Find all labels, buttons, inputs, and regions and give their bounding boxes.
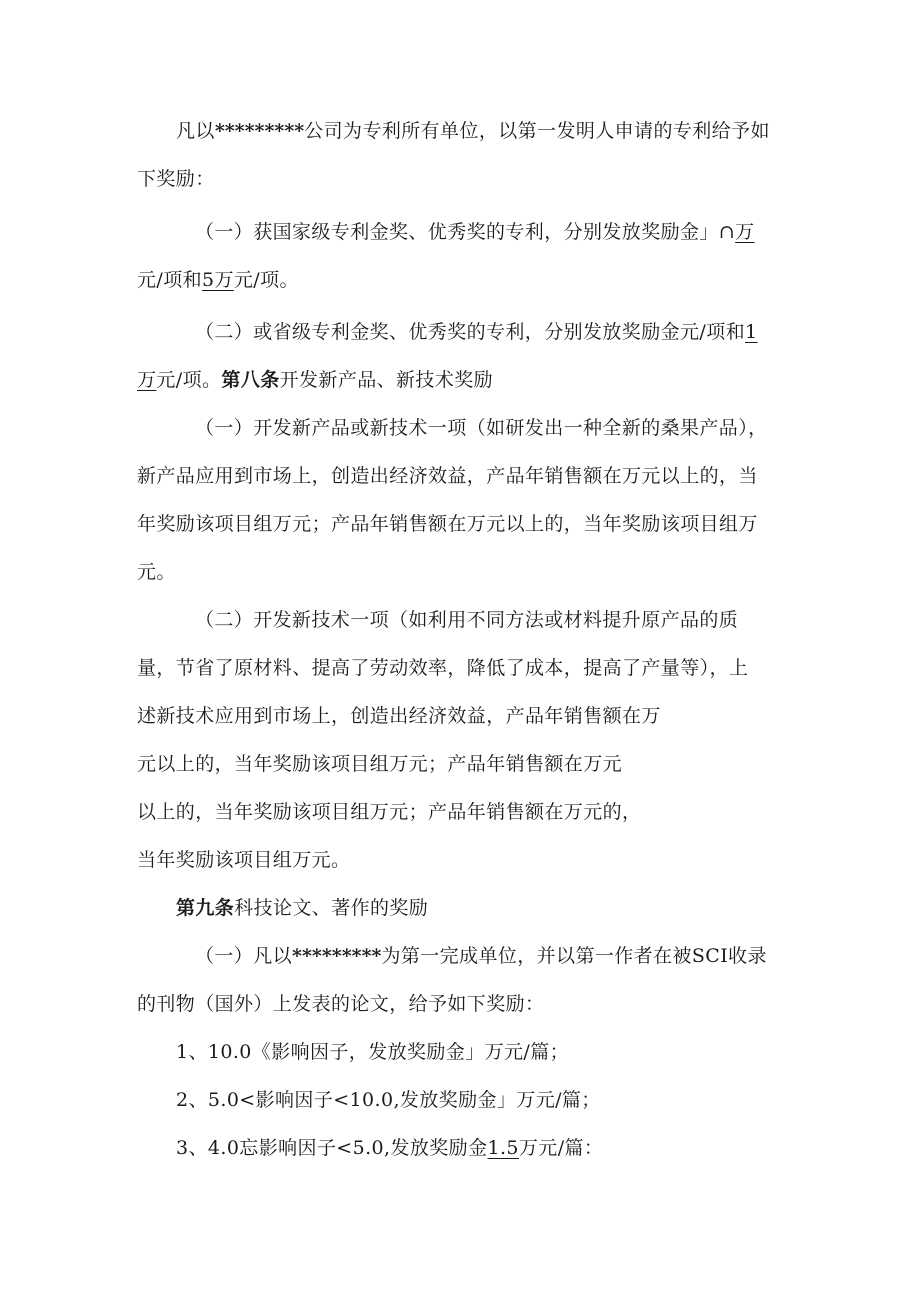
paragraph-6-line-1 bbox=[195, 942, 767, 970]
article-8-title: 开发新产品、新技术奖励 bbox=[279, 369, 494, 391]
list-item-1: 1、10.0《影响因子，发放奖励金」万元/篇； bbox=[176, 1041, 569, 1063]
paragraph-4-line-3: 年奖励该项目组万元；产品年销售额在万元以上的，当年奖励该项目组万 bbox=[137, 513, 758, 535]
text-span: 为第一完成单位，并以第一作者在被SCI收录 bbox=[381, 945, 767, 967]
text-span: （二）或省级专利金奖、优秀奖的专利，分别发放奖励金元/项和 bbox=[195, 321, 746, 343]
text-span: 3、4.0忘影响因子<5.0,发放奖励金 bbox=[176, 1137, 488, 1159]
paragraph-4-line-2: 新产品应用到市场上，创造出经济效益，产品年销售额在万元以上的，当 bbox=[137, 465, 758, 487]
text-span: （一）凡以 bbox=[195, 945, 293, 967]
underlined-value: 1 bbox=[745, 321, 758, 343]
paragraph-6-line-2: 的刊物（国外）上发表的论文，给予如下奖励： bbox=[137, 993, 545, 1015]
text-span: 公司为专利所有单位，以第一发明人申请的专利给予如 bbox=[304, 120, 770, 142]
paragraph-1-line-1 bbox=[176, 117, 770, 145]
text-span: 元/项和 bbox=[137, 269, 203, 291]
underlined-value: 5万 bbox=[202, 269, 234, 291]
paragraph-5-line-2: 量，节省了原材料、提高了劳动效率，降低了成本，提高了产量等），上 bbox=[137, 657, 749, 679]
redacted-company-name: ********* bbox=[292, 945, 382, 967]
text-span: （一）获国家级专利金奖、优秀奖的专利，分别发放奖励金」∩ bbox=[195, 221, 736, 243]
text-span: 元/项。 bbox=[233, 269, 299, 291]
paragraph-5-line-6: 当年奖励该项目组万元。 bbox=[137, 849, 351, 871]
redacted-company-name: ********* bbox=[214, 120, 305, 142]
paragraph-3-line-1 bbox=[195, 318, 758, 346]
paragraph-5-line-3: 述新技术应用到市场上，创造出经济效益，产品年销售额在万 bbox=[137, 705, 661, 727]
text-span: 凡以 bbox=[176, 120, 215, 142]
paragraph-1-line-2: 下奖励： bbox=[137, 168, 215, 190]
underlined-value: 1.5 bbox=[487, 1137, 519, 1159]
paragraph-5-line-5: 以上的，当年奖励该项目组万元；产品年销售额在万元的， bbox=[137, 801, 642, 823]
list-item-2: 2、5.0<影响因子<10.0,发放奖励金」万元/篇； bbox=[176, 1089, 601, 1111]
article-9-heading bbox=[176, 894, 428, 922]
text-span: 万元/篇： bbox=[518, 1137, 604, 1159]
list-item-3 bbox=[176, 1134, 603, 1162]
underlined-value: 万 bbox=[735, 221, 755, 243]
article-8-label: 第八条 bbox=[221, 369, 280, 391]
text-span: 元/项。 bbox=[156, 369, 222, 391]
paragraph-4-line-1: （一）开发新产品或新技术一项（如研发出一种全新的桑果产品）， bbox=[195, 417, 768, 439]
paragraph-3-line-2 bbox=[137, 366, 493, 394]
paragraph-5-line-4: 元以上的，当年奖励该项目组万元；产品年销售额在万元 bbox=[137, 753, 623, 775]
paragraph-5-line-1: （二）开发新技术一项（如利用不同方法或材料提升原产品的质 bbox=[195, 609, 739, 631]
paragraph-2-line-1 bbox=[195, 218, 755, 246]
underlined-value: 万 bbox=[137, 369, 157, 391]
paragraph-2-line-2 bbox=[137, 266, 299, 294]
paragraph-4-line-4: 元。 bbox=[137, 561, 176, 583]
article-9-label: 第九条 bbox=[176, 897, 235, 919]
article-9-title: 科技论文、著作的奖励 bbox=[234, 897, 429, 919]
